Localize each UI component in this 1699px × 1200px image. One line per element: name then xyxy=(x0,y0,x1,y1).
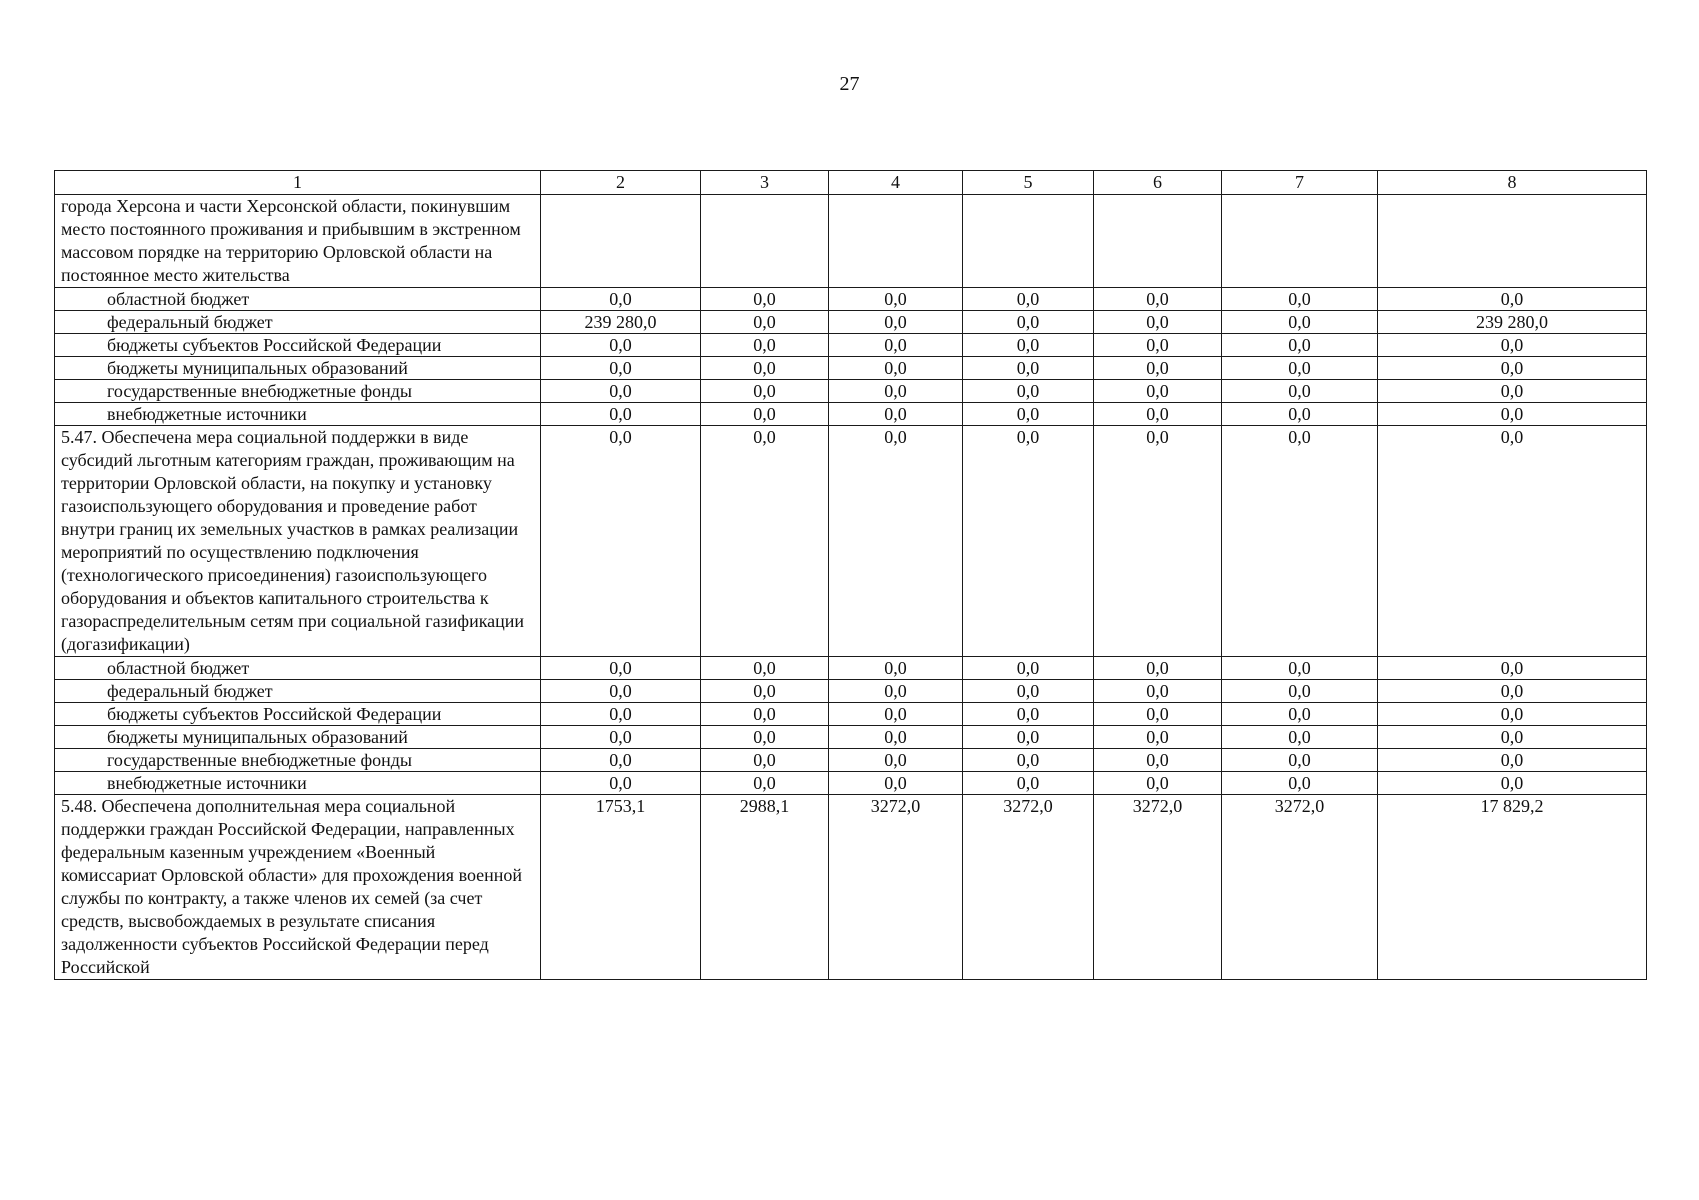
value-cell: 0,0 xyxy=(1222,772,1378,795)
value-cell: 0,0 xyxy=(541,334,701,357)
value-cell: 1753,1 xyxy=(541,795,701,980)
measure-row xyxy=(55,426,1647,657)
value-cell: 0,0 xyxy=(1094,703,1222,726)
value-cell: 0,0 xyxy=(541,657,701,680)
value-cell: 0,0 xyxy=(1378,334,1647,357)
value-cell: 0,0 xyxy=(829,288,963,311)
value-cell: 0,0 xyxy=(701,357,829,380)
value-cell: 0,0 xyxy=(1378,426,1647,657)
value-cell: 0,0 xyxy=(963,657,1094,680)
value-cell: 0,0 xyxy=(1094,380,1222,403)
value-cell: 0,0 xyxy=(1094,311,1222,334)
value-cell xyxy=(1094,195,1222,288)
value-cell: 0,0 xyxy=(701,657,829,680)
value-cell: 0,0 xyxy=(701,380,829,403)
value-cell: 0,0 xyxy=(829,657,963,680)
value-cell: 0,0 xyxy=(963,772,1094,795)
measure-description: 5.47. Обеспечена мера социальной поддержки в виде субсидий льготным категориям граждан, проживающим на территории Орловской области, на покупку и установку газоиспользующего оборудования и проведение работ внутри границ их земельных участков в рамках реализации мероприятий по осуществлению подключения (технологического присоединения) газоиспользующего оборудования и объектов капитального строительства к газораспределительным сетям при социальной газификации (догазификации) xyxy=(55,426,541,657)
funding-source-row xyxy=(55,311,1647,334)
value-cell: 0,0 xyxy=(1378,380,1647,403)
value-cell xyxy=(701,195,829,288)
value-cell: 0,0 xyxy=(963,288,1094,311)
value-cell: 0,0 xyxy=(1222,680,1378,703)
funding-source-row xyxy=(55,726,1647,749)
value-cell: 0,0 xyxy=(963,334,1094,357)
value-cell: 0,0 xyxy=(1222,311,1378,334)
value-cell: 0,0 xyxy=(1378,288,1647,311)
value-cell: 0,0 xyxy=(701,403,829,426)
value-cell: 0,0 xyxy=(1222,657,1378,680)
value-cell: 0,0 xyxy=(829,703,963,726)
page-number: 27 xyxy=(839,73,860,95)
value-cell: 0,0 xyxy=(1378,772,1647,795)
value-cell: 3272,0 xyxy=(1222,795,1378,980)
value-cell: 0,0 xyxy=(1222,426,1378,657)
value-cell: 0,0 xyxy=(701,772,829,795)
value-cell: 0,0 xyxy=(1378,680,1647,703)
funding-source-label: внебюджетные источники xyxy=(55,403,541,426)
value-cell xyxy=(1378,195,1647,288)
value-cell: 0,0 xyxy=(701,680,829,703)
value-cell: 0,0 xyxy=(829,749,963,772)
value-cell: 0,0 xyxy=(829,334,963,357)
value-cell: 0,0 xyxy=(829,426,963,657)
value-cell: 0,0 xyxy=(1222,403,1378,426)
value-cell: 0,0 xyxy=(541,426,701,657)
value-cell: 0,0 xyxy=(1094,772,1222,795)
column-header: 4 xyxy=(829,171,963,195)
value-cell: 0,0 xyxy=(1094,657,1222,680)
column-header: 7 xyxy=(1222,171,1378,195)
funding-source-row xyxy=(55,703,1647,726)
value-cell: 3272,0 xyxy=(1094,795,1222,980)
funding-source-row xyxy=(55,380,1647,403)
value-cell: 0,0 xyxy=(963,426,1094,657)
value-cell: 0,0 xyxy=(1222,334,1378,357)
funding-source-label: федеральный бюджет xyxy=(55,680,541,703)
value-cell: 0,0 xyxy=(541,380,701,403)
value-cell: 0,0 xyxy=(541,357,701,380)
funding-source-label: областной бюджет xyxy=(55,657,541,680)
value-cell: 0,0 xyxy=(1378,403,1647,426)
measure-row xyxy=(55,195,1647,288)
value-cell: 0,0 xyxy=(701,311,829,334)
value-cell: 0,0 xyxy=(963,749,1094,772)
funding-source-label: бюджеты субъектов Российской Федерации xyxy=(55,703,541,726)
value-cell: 0,0 xyxy=(1378,357,1647,380)
value-cell: 0,0 xyxy=(1094,680,1222,703)
value-cell: 0,0 xyxy=(1378,726,1647,749)
value-cell: 0,0 xyxy=(701,288,829,311)
value-cell: 0,0 xyxy=(1222,357,1378,380)
value-cell xyxy=(1222,195,1378,288)
value-cell: 0,0 xyxy=(1222,726,1378,749)
value-cell: 239 280,0 xyxy=(1378,311,1647,334)
funding-source-label: внебюджетные источники xyxy=(55,772,541,795)
value-cell: 0,0 xyxy=(1094,749,1222,772)
funding-source-row xyxy=(55,657,1647,680)
funding-source-row xyxy=(55,357,1647,380)
value-cell: 0,0 xyxy=(701,334,829,357)
column-header: 3 xyxy=(701,171,829,195)
value-cell: 3272,0 xyxy=(963,795,1094,980)
value-cell xyxy=(541,195,701,288)
value-cell: 0,0 xyxy=(1378,749,1647,772)
value-cell: 0,0 xyxy=(1094,726,1222,749)
value-cell: 0,0 xyxy=(829,726,963,749)
value-cell xyxy=(829,195,963,288)
funding-source-label: бюджеты муниципальных образований xyxy=(55,726,541,749)
value-cell: 0,0 xyxy=(541,403,701,426)
value-cell: 0,0 xyxy=(541,288,701,311)
value-cell: 239 280,0 xyxy=(541,311,701,334)
value-cell: 0,0 xyxy=(1378,657,1647,680)
value-cell: 0,0 xyxy=(1222,749,1378,772)
value-cell: 0,0 xyxy=(963,380,1094,403)
value-cell: 0,0 xyxy=(541,726,701,749)
column-header: 1 xyxy=(55,171,541,195)
value-cell: 0,0 xyxy=(963,311,1094,334)
funding-source-row xyxy=(55,403,1647,426)
funding-source-label: бюджеты субъектов Российской Федерации xyxy=(55,334,541,357)
value-cell: 0,0 xyxy=(701,426,829,657)
value-cell: 0,0 xyxy=(1222,703,1378,726)
value-cell: 0,0 xyxy=(829,772,963,795)
value-cell: 0,0 xyxy=(1094,334,1222,357)
value-cell: 0,0 xyxy=(829,357,963,380)
value-cell: 0,0 xyxy=(1094,357,1222,380)
table-body xyxy=(55,195,1647,980)
measure-description: города Херсона и части Херсонской области, покинувшим место постоянного проживания и прибывшим в экстренном массовом порядке на территорию Орловской области на постоянное место жительства xyxy=(55,195,541,288)
funding-source-label: областной бюджет xyxy=(55,288,541,311)
value-cell: 0,0 xyxy=(829,311,963,334)
value-cell: 0,0 xyxy=(963,403,1094,426)
column-header: 8 xyxy=(1378,171,1647,195)
value-cell: 0,0 xyxy=(963,680,1094,703)
value-cell: 3272,0 xyxy=(829,795,963,980)
value-cell: 0,0 xyxy=(541,772,701,795)
value-cell: 2988,1 xyxy=(701,795,829,980)
value-cell: 0,0 xyxy=(829,380,963,403)
value-cell: 0,0 xyxy=(701,749,829,772)
value-cell: 0,0 xyxy=(701,703,829,726)
budget-table xyxy=(54,170,1647,980)
value-cell: 0,0 xyxy=(963,357,1094,380)
value-cell xyxy=(963,195,1094,288)
funding-source-row xyxy=(55,334,1647,357)
value-cell: 17 829,2 xyxy=(1378,795,1647,980)
value-cell: 0,0 xyxy=(829,680,963,703)
value-cell: 0,0 xyxy=(541,703,701,726)
value-cell: 0,0 xyxy=(829,403,963,426)
funding-source-label: федеральный бюджет xyxy=(55,311,541,334)
funding-source-label: государственные внебюджетные фонды xyxy=(55,380,541,403)
column-header: 6 xyxy=(1094,171,1222,195)
value-cell: 0,0 xyxy=(963,703,1094,726)
column-header: 2 xyxy=(541,171,701,195)
funding-source-row xyxy=(55,288,1647,311)
measure-row xyxy=(55,795,1647,980)
funding-source-row xyxy=(55,749,1647,772)
value-cell: 0,0 xyxy=(1094,426,1222,657)
value-cell: 0,0 xyxy=(963,726,1094,749)
column-header: 5 xyxy=(963,171,1094,195)
value-cell: 0,0 xyxy=(701,726,829,749)
funding-source-label: бюджеты муниципальных образований xyxy=(55,357,541,380)
value-cell: 0,0 xyxy=(541,749,701,772)
funding-source-row xyxy=(55,772,1647,795)
value-cell: 0,0 xyxy=(1094,288,1222,311)
measure-description: 5.48. Обеспечена дополнительная мера социальной поддержки граждан Российской Федерации, направленных федеральным казенным учреждением «Военный комиссариат Орловской области» для прохождения военной службы по контракту, а также членов их семей (за счет средств, высвобождаемых в результате списания задолженности субъектов Российской Федерации перед Российской xyxy=(55,795,541,980)
value-cell: 0,0 xyxy=(1222,380,1378,403)
value-cell: 0,0 xyxy=(1222,288,1378,311)
value-cell: 0,0 xyxy=(1094,403,1222,426)
funding-source-row xyxy=(55,680,1647,703)
value-cell: 0,0 xyxy=(541,680,701,703)
funding-source-label: государственные внебюджетные фонды xyxy=(55,749,541,772)
value-cell: 0,0 xyxy=(1378,703,1647,726)
header-row xyxy=(55,171,1647,195)
